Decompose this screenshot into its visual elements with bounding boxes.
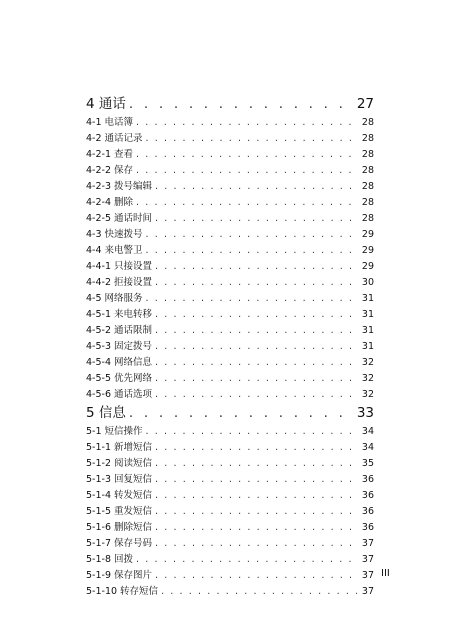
toc-entry[interactable]: [86, 552, 374, 568]
dot-leader: [136, 195, 357, 211]
toc-entry[interactable]: [86, 275, 374, 291]
toc-entry[interactable]: [86, 520, 374, 536]
toc-entry-page-number: 36: [361, 490, 374, 501]
toc-entry-page-number: 28: [361, 165, 374, 176]
toc-entry-label: 4-4 来电警卫: [86, 245, 143, 256]
toc-entry-label: 5-1-4 转发短信: [86, 490, 153, 501]
toc-entry-page-number: 34: [361, 426, 374, 437]
toc-entry-label: 4-5 网络服务: [86, 293, 143, 304]
toc-entry-label: 4-5-2 通话限制: [86, 325, 153, 336]
toc-entry-page-number: 31: [361, 293, 374, 304]
toc-entry-page-number: 28: [361, 133, 374, 144]
toc-entry-label: 4-2-3 拨号编辑: [86, 181, 153, 192]
dot-leader: [136, 163, 357, 179]
dot-leader: [155, 259, 357, 275]
dot-leader: [155, 211, 357, 227]
toc-entry-page-number: 31: [361, 325, 374, 336]
toc-entry[interactable]: [86, 211, 374, 227]
toc-entry[interactable]: [86, 179, 374, 195]
toc-entry-label: 4-5-3 固定拨号: [86, 341, 153, 352]
dot-leader: [155, 456, 357, 472]
toc-entry-label: 4-2-4 删除: [86, 197, 134, 208]
toc-entry[interactable]: [86, 387, 374, 403]
dot-leader: [155, 440, 357, 456]
toc-entry-label: 4-5-4 网络信息: [86, 357, 153, 368]
toc-entry-label: 4-2-1 查看: [86, 149, 134, 160]
toc-entry-page-number: 36: [361, 506, 374, 517]
toc-entry-label: 5-1-2 阅读短信: [86, 458, 153, 469]
toc-entry-page-number: 28: [361, 149, 374, 160]
toc-entry-page-number: 32: [361, 357, 374, 368]
toc-entry[interactable]: [86, 424, 374, 440]
toc-entry[interactable]: [86, 568, 374, 584]
toc-entry-page-number: 37: [361, 538, 374, 549]
dot-leader: [155, 504, 357, 520]
toc-entry-label: 4-3 快速拨号: [86, 229, 143, 240]
toc-entry-label: 5-1 短信操作: [86, 426, 143, 437]
toc-entry-page-number: 29: [361, 229, 374, 240]
dot-leader: [155, 488, 357, 504]
toc-entry-page-number: 32: [361, 389, 374, 400]
toc-entry-label: 4-5-6 通话选项: [86, 389, 153, 400]
toc-entry-label: 5-1-9 保存图片: [86, 570, 153, 581]
toc-entry[interactable]: [86, 504, 374, 520]
toc-entry[interactable]: [86, 115, 374, 131]
toc-entry-label: 4-2-2 保存: [86, 165, 134, 176]
toc-entry[interactable]: [86, 163, 374, 179]
toc-entry-label: 4-5-5 优先网络: [86, 373, 153, 384]
dot-leader: [155, 323, 357, 339]
toc-entry-page-number: 29: [361, 245, 374, 256]
dot-leader: [155, 355, 357, 371]
toc-entry-page-number: 35: [361, 458, 374, 469]
dot-leader: [155, 387, 357, 403]
toc-entry-label: 5-1-7 保存号码: [86, 538, 153, 549]
toc-entry-label: 5-1-3 回复短信: [86, 474, 153, 485]
toc-entry[interactable]: [86, 291, 374, 307]
toc-entry-page-number: 28: [361, 181, 374, 192]
dot-leader: [146, 424, 357, 440]
toc-entry-page-number: 28: [361, 213, 374, 224]
dot-leader: [155, 520, 357, 536]
toc-entry[interactable]: [86, 440, 374, 456]
dot-leader: [155, 307, 357, 323]
toc-entry-label: 5-1-8 回拨: [86, 554, 134, 565]
toc-entry-label: 4-4-1 只接设置: [86, 261, 153, 272]
toc-entry-page-number: 34: [361, 442, 374, 453]
dot-leader: [136, 115, 357, 131]
dot-leader: [146, 227, 357, 243]
dot-leader: [155, 536, 357, 552]
dot-leader: [129, 403, 351, 424]
toc-entry[interactable]: [86, 147, 374, 163]
toc-entry-label: 4-1 电话簿: [86, 117, 134, 128]
toc-entry-page-number: 29: [361, 261, 374, 272]
dot-leader: [146, 243, 357, 259]
toc-entry-page-number: 36: [361, 474, 374, 485]
toc-entry[interactable]: [86, 323, 374, 339]
toc-entry-label: 5-1-5 重发短信: [86, 506, 153, 517]
toc-entry[interactable]: [86, 259, 374, 275]
table-of-contents: [86, 94, 374, 600]
dot-leader: [129, 94, 351, 115]
toc-entry-label: 5 信息: [86, 405, 126, 421]
toc-entry[interactable]: [86, 355, 374, 371]
toc-entry-label: 4-4-2 拒接设置: [86, 277, 153, 288]
dot-leader: [146, 291, 357, 307]
toc-entry[interactable]: [86, 227, 374, 243]
toc-entry-label: 5-1-10 转存短信: [86, 586, 159, 597]
toc-entry-label: 4 通话: [86, 96, 126, 112]
toc-entry[interactable]: [86, 488, 374, 504]
toc-entry-label: 5-1-6 删除短信: [86, 522, 153, 533]
toc-entry-page-number: 31: [361, 309, 374, 320]
page-folio: III: [381, 568, 390, 579]
toc-entry-page-number: 37: [361, 570, 374, 581]
toc-entry-page-number: 31: [361, 341, 374, 352]
toc-entry-label: 4-2 通话记录: [86, 133, 143, 144]
dot-leader: [136, 147, 357, 163]
dot-leader: [155, 339, 357, 355]
toc-entry[interactable]: [86, 339, 374, 355]
toc-entry-label: 4-2-5 通话时间: [86, 213, 153, 224]
dot-leader: [161, 584, 357, 600]
toc-entry[interactable]: [86, 584, 374, 600]
toc-entry[interactable]: [86, 131, 374, 147]
toc-entry-label: 5-1-1 新增短信: [86, 442, 153, 453]
toc-entry-page-number: 27: [356, 96, 374, 112]
toc-entry-page-number: 32: [361, 373, 374, 384]
toc-entry[interactable]: [86, 195, 374, 211]
dot-leader: [155, 371, 357, 387]
toc-entry[interactable]: [86, 456, 374, 472]
dot-leader: [155, 275, 357, 291]
toc-entry-page-number: 37: [361, 586, 374, 597]
toc-entry-page-number: 30: [361, 277, 374, 288]
toc-entry-page-number: 33: [356, 405, 374, 421]
toc-entry-page-number: 36: [361, 522, 374, 533]
toc-entry[interactable]: [86, 243, 374, 259]
toc-entry-page-number: 28: [361, 117, 374, 128]
dot-leader: [146, 131, 357, 147]
dot-leader: [155, 472, 357, 488]
dot-leader: [136, 552, 357, 568]
toc-entry[interactable]: [86, 307, 374, 323]
toc-entry-page-number: 37: [361, 554, 374, 565]
toc-entry-label: 4-5-1 来电转移: [86, 309, 153, 320]
toc-chapter-entry[interactable]: [86, 94, 374, 115]
toc-entry[interactable]: [86, 536, 374, 552]
toc-entry[interactable]: [86, 371, 374, 387]
toc-chapter-entry[interactable]: [86, 403, 374, 424]
toc-entry-page-number: 28: [361, 197, 374, 208]
dot-leader: [155, 568, 357, 584]
toc-entry[interactable]: [86, 472, 374, 488]
dot-leader: [155, 179, 357, 195]
